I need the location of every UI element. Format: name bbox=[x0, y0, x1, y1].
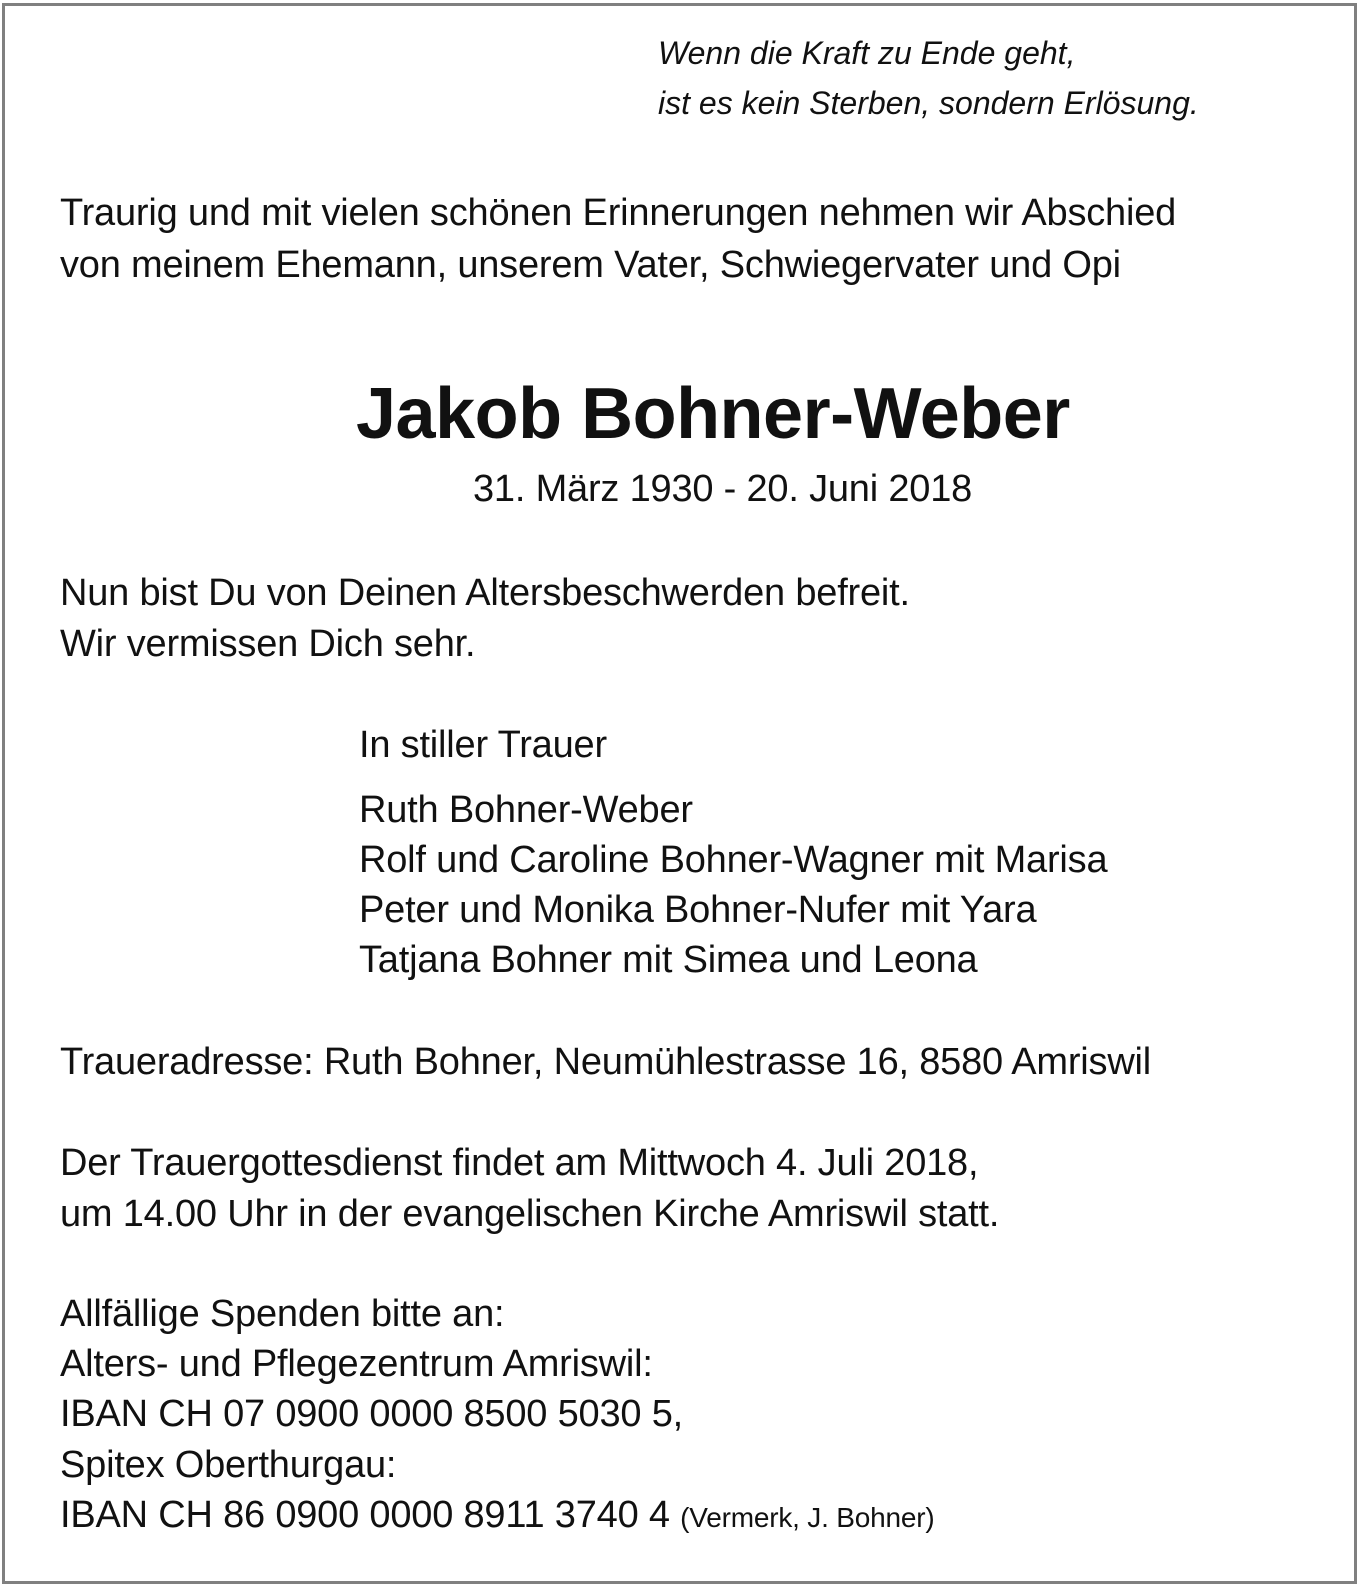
service-line-1: Der Trauergottesdienst findet am Mittwoch 4. Juli 2018, bbox=[60, 1142, 979, 1184]
intro-line-1: Traurig und mit vielen schönen Erinnerungen nehmen wir Abschied bbox=[60, 192, 1177, 234]
message-line-1: Nun bist Du von Deinen Altersbeschwerden befreit. bbox=[60, 572, 910, 614]
donations-line-2: Alters- und Pflegezentrum Amriswil: bbox=[60, 1343, 653, 1385]
donations-iban-2-line bbox=[60, 1496, 934, 1534]
mourner-name: Rolf und Caroline Bohner-Wagner mit Marisa bbox=[359, 839, 1108, 881]
donations-line-4: Spitex Oberthurgau: bbox=[60, 1444, 397, 1486]
donations-note: (Vermerk, J. Bohner) bbox=[680, 1502, 935, 1533]
deceased-name: Jakob Bohner-Weber bbox=[356, 374, 1070, 454]
motto-line-1: Wenn die Kraft zu Ende geht, bbox=[658, 35, 1076, 71]
life-dates: 31. März 1930 - 20. Juni 2018 bbox=[473, 468, 973, 510]
motto-line-2: ist es kein Sterben, sondern Erlösung. bbox=[658, 85, 1199, 121]
donations-line-1: Allfällige Spenden bitte an: bbox=[60, 1293, 505, 1335]
donations-iban-1: IBAN CH 07 0900 0000 8500 5030 5, bbox=[60, 1393, 683, 1435]
mourner-name: Tatjana Bohner mit Simea und Leona bbox=[359, 939, 978, 981]
message-line-2: Wir vermissen Dich sehr. bbox=[60, 623, 476, 665]
mourner-name: Peter und Monika Bohner-Nufer mit Yara bbox=[359, 889, 1037, 931]
service-line-2: um 14.00 Uhr in der evangelischen Kirche Amriswil statt. bbox=[60, 1193, 1000, 1235]
mourning-address: Traueradresse: Ruth Bohner, Neumühlestrasse 16, 8580 Amriswil bbox=[60, 1041, 1152, 1083]
mourners-heading: In stiller Trauer bbox=[359, 724, 607, 766]
mourner-name: Ruth Bohner-Weber bbox=[359, 789, 693, 831]
intro-line-2: von meinem Ehemann, unserem Vater, Schwiegervater und Opi bbox=[60, 244, 1121, 286]
donations-iban-2: IBAN CH 86 0900 0000 8911 3740 4 bbox=[60, 1494, 670, 1536]
